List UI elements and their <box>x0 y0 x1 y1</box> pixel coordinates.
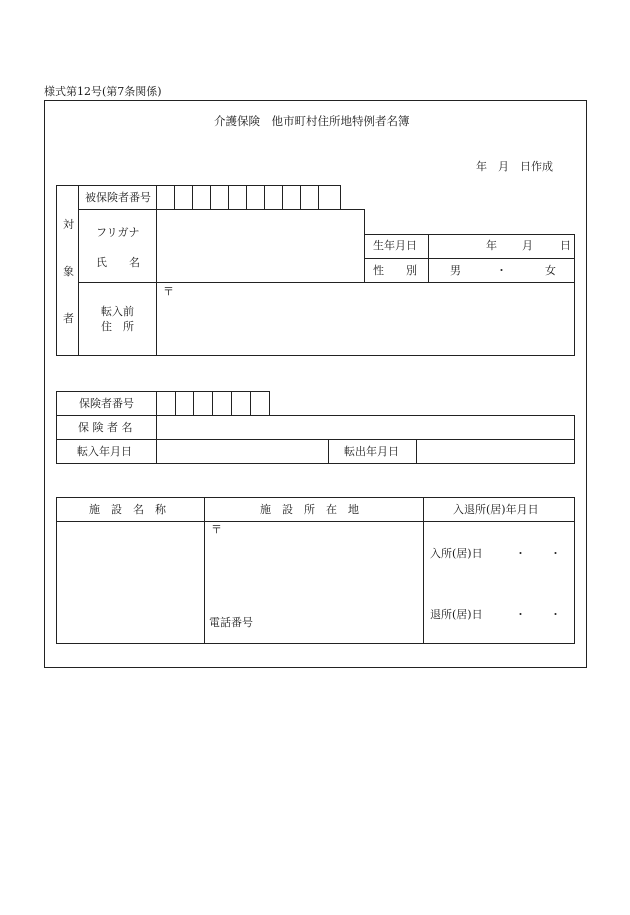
prev-address-label-2: 住 所 <box>101 320 134 333</box>
postal-mark: 〒 <box>163 285 174 298</box>
birth-month: 月 <box>522 239 533 252</box>
phone-label: 電話番号 <box>209 616 253 629</box>
insured-number-label: 被保険者番号 <box>85 191 151 204</box>
side-label-1: 対 <box>63 218 74 231</box>
form-label: 様式第12号(第7条関係) <box>44 85 162 98</box>
discharge-label: 退所(居)日 <box>430 608 483 621</box>
discharge-dot-1: ・ <box>515 608 526 621</box>
facility-name-header: 施 設 名 称 <box>89 503 166 516</box>
admission-label: 入所(居)日 <box>430 547 483 560</box>
gender-male[interactable]: 男 <box>450 264 461 277</box>
admission-dot-2: ・ <box>550 547 561 560</box>
name-label: 氏 名 <box>96 256 140 269</box>
gender-label: 性 別 <box>373 264 417 277</box>
birth-day: 日 <box>560 239 571 252</box>
insurer-name-field[interactable] <box>157 416 573 438</box>
birth-year: 年 <box>486 239 497 252</box>
name-field[interactable] <box>157 210 363 281</box>
side-label-2: 象 <box>63 265 74 278</box>
facility-postal-mark: 〒 <box>211 523 222 536</box>
discharge-dot-2: ・ <box>550 608 561 621</box>
facility-name-field[interactable] <box>57 522 203 642</box>
gender-separator: ・ <box>496 264 507 277</box>
insurer-number-label: 保険者番号 <box>79 397 134 410</box>
facility-address-header: 施 設 所 在 地 <box>260 503 359 516</box>
gender-female[interactable]: 女 <box>545 264 556 277</box>
prev-address-field[interactable] <box>157 283 573 355</box>
insurer-name-label: 保 険 者 名 <box>78 421 133 434</box>
prev-address-label-1: 転入前 <box>101 305 134 318</box>
page-title: 介護保険 他市町村住所地特例者名簿 <box>214 114 410 128</box>
admission-header: 入退所(居)年月日 <box>453 503 539 516</box>
move-out-date-field[interactable] <box>417 440 573 462</box>
admission-dot-1: ・ <box>515 547 526 560</box>
move-in-date-label: 転入年月日 <box>77 445 132 458</box>
move-out-date-label: 転出年月日 <box>344 445 399 458</box>
facility-address-field[interactable] <box>205 522 422 612</box>
date-created: 年 月 日作成 <box>476 160 553 173</box>
birth-date-label: 生年月日 <box>373 239 417 252</box>
furigana-label: フリガナ <box>96 226 140 239</box>
side-label-3: 者 <box>63 312 74 325</box>
move-in-date-field[interactable] <box>157 440 327 462</box>
